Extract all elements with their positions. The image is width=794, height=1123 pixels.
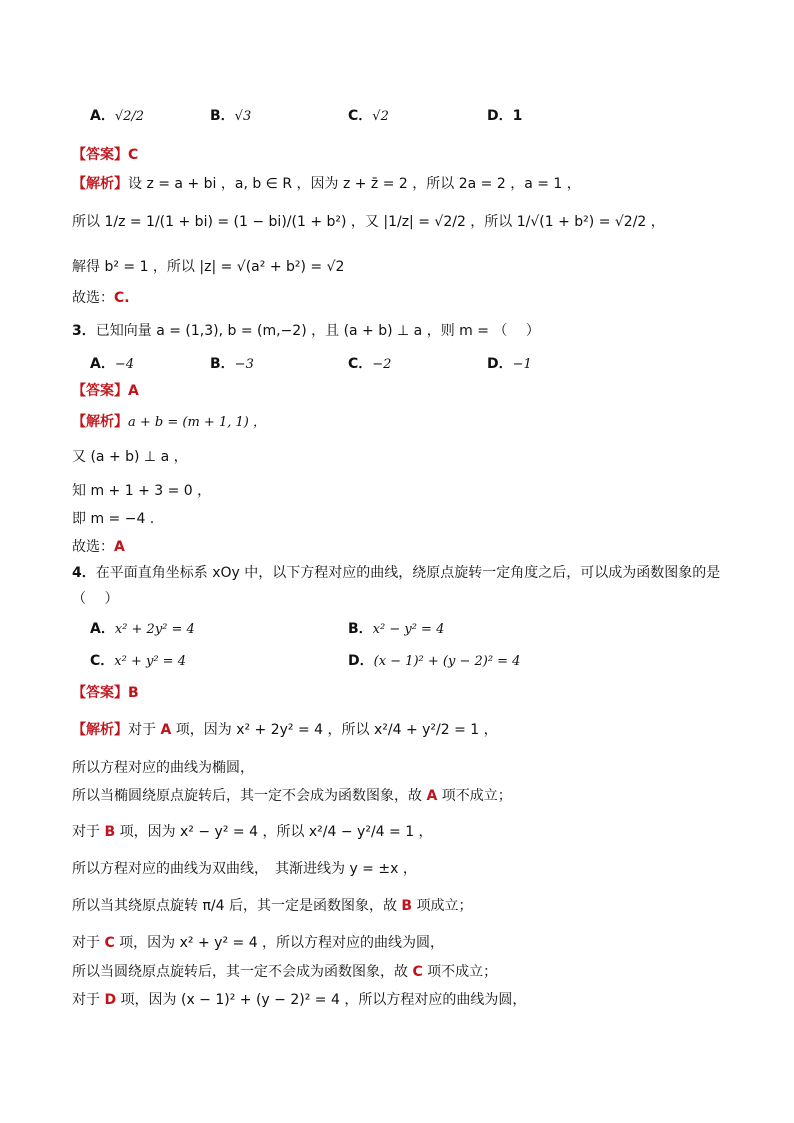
q4-analysis-line-7: 对于 C 项，因为 x² + y² = 4 ，所以方程对应的曲线为圆，	[72, 935, 445, 951]
q4-analysis-line-5: 所以方程对应的曲线为双曲线， 其渐进线为 y = ±x ，	[72, 861, 417, 877]
q4-stem-line-1: 4．在平面直角坐标系 xOy 中，以下方程对应的曲线，绕原点旋转一定角度之后，可以成为函数图象的是	[72, 565, 721, 581]
q4-analysis-line-8: 所以当圆绕原点旋转后，其一定不会成为函数图象，故 C 项不成立；	[72, 964, 498, 980]
q4-option-a: A．x² + 2y² = 4	[90, 621, 195, 637]
q4-analysis-line-3: 所以当椭圆绕原点旋转后，其一定不会成为函数图象，故 A 项不成立；	[72, 788, 512, 804]
q4-stem-line-2: （ ）	[72, 591, 119, 607]
q4-answer: 【答案】B	[72, 685, 139, 701]
q4-option-b: B．x² − y² = 4	[348, 621, 445, 637]
q4-analysis-line-1: 【解析】对于 A 项，因为 x² + 2y² = 4 ，所以 x²/4 + y²/2 = 1 ，	[72, 722, 498, 738]
q4-analysis-line-4: 对于 B 项，因为 x² − y² = 4 ，所以 x²/4 − y²/4 = 1 ，	[72, 824, 433, 840]
q3-stem: 3．已知向量 a = (1,3), b = (m,−2) ，且 (a + b) ⊥ a ，则 m = （ ）	[72, 323, 540, 339]
q3-option-b: B．−3	[210, 356, 254, 372]
q4-analysis-line-6: 所以当其绕原点旋转 π/4 后，其一定是函数图象，故 B 项成立；	[72, 898, 473, 914]
q3-option-d: D．−1	[487, 356, 532, 372]
q4-option-d: D．(x − 1)² + (y − 2)² = 4	[348, 653, 521, 669]
q2-option-c: C．√2	[348, 108, 389, 124]
q4-option-c: C．x² + y² = 4	[90, 653, 186, 669]
q3-analysis-line-3: 知 m + 1 + 3 = 0 ，	[72, 483, 212, 499]
q3-option-a: A．−4	[90, 356, 135, 372]
q3-option-c: C．−2	[348, 356, 392, 372]
q3-answer: 【答案】A	[72, 383, 139, 399]
q4-analysis-line-9: 对于 D 项，因为 (x − 1)² + (y − 2)² = 4 ，所以方程对应的曲线为圆，	[72, 992, 527, 1008]
q2-option-b: B．√3	[210, 108, 252, 124]
q2-answer: 【答案】C	[72, 147, 139, 163]
q4-analysis-line-2: 所以方程对应的曲线为椭圆，	[72, 760, 254, 776]
q2-option-d: D．1	[487, 108, 523, 124]
q2-conclusion: 故选：C.	[72, 290, 130, 306]
q2-analysis-line-1: 【解析】设 z = a + bi ，a, b ∈ R ，因为 z + z̄ = 2 ，所以 2a = 2 ，a = 1 ，	[72, 176, 581, 192]
q3-analysis-line-2: 又 (a + b) ⊥ a ，	[72, 449, 188, 465]
q3-analysis-line-4: 即 m = −4 .	[72, 511, 155, 527]
q2-analysis-line-3: 解得 b² = 1 ，所以 |z| = √(a² + b²) = √2	[72, 259, 345, 275]
q3-conclusion: 故选：A	[72, 539, 125, 555]
q2-option-a: A．√2/2	[90, 108, 145, 124]
q2-analysis-line-2: 所以 1/z = 1/(1 + bi) = (1 − bi)/(1 + b²) ，又 |1/z| = √2/2 ，所以 1/√(1 + b²) = √2/2 ，	[72, 214, 665, 230]
q3-analysis-line-1: 【解析】a + b = (m + 1, 1) ，	[72, 414, 266, 430]
